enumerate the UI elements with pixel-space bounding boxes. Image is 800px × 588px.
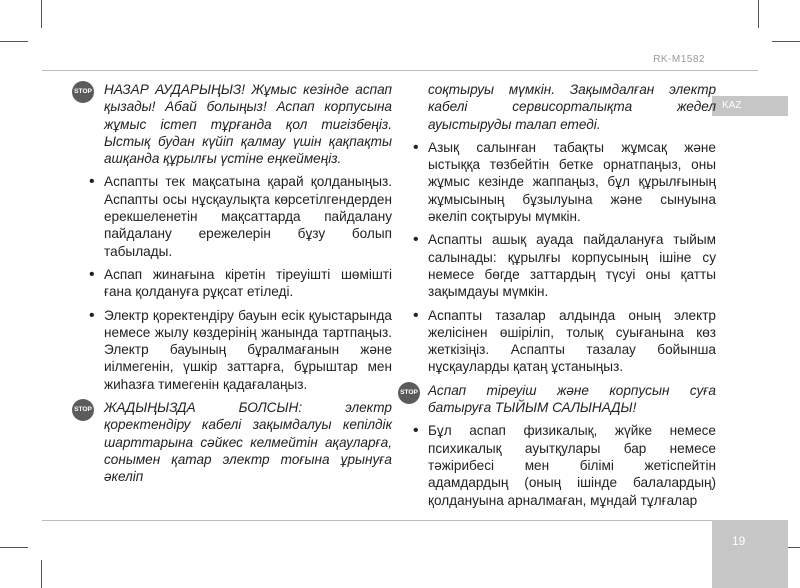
paragraph-text: Электр қоректендіру бауын есік қуыстарында немесе жылу көздерінің жанында тартпаңыз. Электр бауының бұралмағанын және иілмегенін, үшкір заттарға, бұрыштар мен жиһазға тимегенін қадағалаңыз. <box>104 307 392 392</box>
warning-paragraph <box>400 382 716 417</box>
paragraph-text: ЖАДЫҢЫЗДА БОЛСЫН: электр қоректендіру кабелі зақымдалуы кепілдік шарттарына сәйкес келмейтін ақауларға, сонымен қатар электр тоғына ұрынуға әкеліп <box>104 400 392 485</box>
paragraph-text: НАЗАР АУДАРЫҢЫЗ! Жұмыс кезінде аспап қызады! Абай болыңыз! Аспап корпусына жұмыс істеп тұрғанда қол тигізбеңіз. Ыстық будан күйіп қалмау үшін қақпақты ашқанда құрылғы үстіне еңкеймеңіз. <box>104 82 392 167</box>
right-column <box>400 81 716 515</box>
model-number: RK-M1582 <box>653 54 705 65</box>
stop-icon: STOP <box>72 399 94 421</box>
crop-mark <box>41 0 42 28</box>
crop-mark <box>0 547 28 548</box>
crop-mark <box>0 41 28 42</box>
left-column <box>74 81 392 492</box>
crop-mark <box>758 0 759 28</box>
footer-rule <box>42 520 758 521</box>
paragraph-text: соқтыруы мүмкін. Зақымдалған электр кабелі сервисорталықта жедел ауыстыруды талап етеді. <box>428 82 716 132</box>
bullet-item <box>428 307 716 376</box>
page-number: 19 <box>712 520 788 588</box>
bullet-item <box>104 266 392 301</box>
paragraph-text: Аспап тіреуіш және корпусын суға батыруға ТЫЙЫМ САЛЫНАДЫ! <box>428 382 716 416</box>
bullet-item <box>428 231 716 300</box>
warning-paragraph <box>74 399 392 485</box>
stop-icon: STOP <box>72 81 94 103</box>
paragraph-text: Аспап жинағына кіретін тіреуішті шөмішті ғана қолдануға рұқсат етіледі. <box>104 266 392 300</box>
paragraph-text: Азық салынған табақты жұмсақ және ыстыққа төзбейтін бетке орнатпаңыз, оны жұмыс кезінде жаппаңыз, бұл құрылғының жұмысының бұзылуына және сынуына әкеліп соқтыруы мүмкін. <box>428 139 716 225</box>
crop-mark <box>772 41 800 42</box>
crop-mark <box>41 560 42 588</box>
bullet-item <box>104 307 392 393</box>
paragraph-text: Аспапты ашық ауада пайдалануға тыйым салынады: құрылғы корпусының ішіне су немесе бөгде заттардың түсуі оны қатты зақымдауы мүмкін. <box>428 232 716 300</box>
bullet-item <box>104 173 392 259</box>
bullet-item <box>428 422 716 508</box>
language-tab: KAZ <box>712 96 788 116</box>
warning-paragraph <box>74 81 392 167</box>
paragraph-text: Аспапты тазалар алдында оның электр желісінен өшіріліп, толық суығанына көз жеткізіңіз. Аспапты тазалау бойынша нұсқауларды қатаң ұстаныңыз. <box>428 307 716 375</box>
header-rule <box>42 70 758 71</box>
stop-icon: STOP <box>398 382 420 404</box>
paragraph-text: Бұл аспап физикалық, жүйке немесе психикалық ауытқулары бар немесе тәжірибесі мен білімі жетіспейтін адамдардың (оның ішінде балалардың) қолдануына арналмаған, мұндай тұлғалар <box>428 423 716 508</box>
bullet-item <box>428 139 716 225</box>
continued-paragraph <box>428 81 716 133</box>
paragraph-text: Аспапты тек мақсатына қарай қолданыңыз. Аспапты осы нұсқаулықта көрсетілгендерден ерекшеленетін мақсаттарда пайдалану пайдалану ережелерін бұзу болып табылады. <box>104 174 392 259</box>
